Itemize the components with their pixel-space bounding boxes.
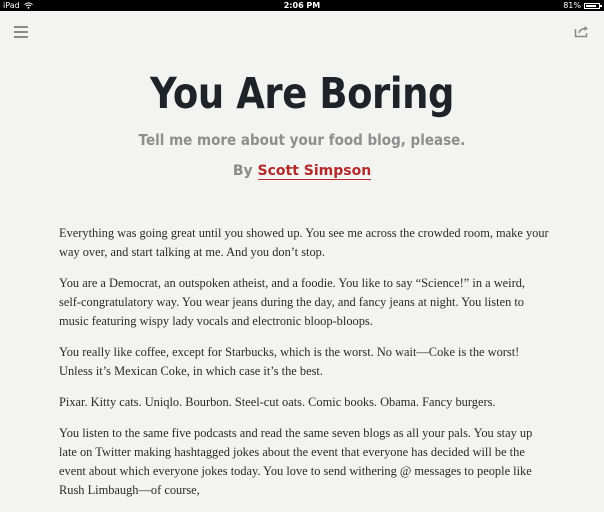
- status-right: [563, 0, 600, 11]
- article-paragraph: Everything was going great until you showed up. You see me across the crowded room, make your way over, and start talking at me. And you don’t stop.: [59, 226, 549, 259]
- article-paragraph: You listen to the same five podcasts and read the same seven blogs as all your pals. You stay up late on Twitter making hashtagged jokes about the event that everyone has decided will be the event about which everyone jokes today. You love to send withering @ messages to people like Rush Limbaugh—of course,: [59, 426, 533, 497]
- article-body: [59, 224, 549, 512]
- menu-button[interactable]: [14, 26, 28, 38]
- share-button[interactable]: [574, 24, 590, 38]
- article-paragraph: Pixar. Kitty cats. Uniqlo. Bourbon. Steel-cut oats. Comic books. Obama. Fancy burgers.: [59, 395, 496, 409]
- battery-percent: 81%: [563, 1, 581, 10]
- article-paragraph: You really like coffee, except for Starbucks, which is the worst. No wait—Coke is the worst! Unless it’s Mexican Coke, in which case it’s the best.: [59, 345, 520, 378]
- status-time: 2:06 PM: [283, 1, 321, 10]
- hamburger-icon-bar: [14, 31, 28, 33]
- share-icon: [574, 24, 590, 38]
- status-bar: [0, 0, 604, 11]
- author-link[interactable]: Scott Simpson: [257, 163, 372, 179]
- battery-icon: [584, 3, 600, 9]
- article-paragraph: You are a Democrat, an outspoken atheist, and a foodie. You like to say “Science!” in a weird, self-congratulatory way. You wear jeans during the day, and fancy jeans at night. You listen to music featuring wispy lady vocals and electronic bloop-bloops.: [59, 276, 526, 328]
- byline: [0, 161, 604, 181]
- carrier-label: iPad: [3, 1, 20, 10]
- article-subtitle: Tell me more about your food blog, please.: [138, 131, 466, 149]
- battery-fill: [586, 5, 596, 7]
- hamburger-icon-bar: [14, 36, 28, 38]
- article-title: You Are Boring: [149, 69, 455, 119]
- hamburger-icon: [14, 26, 28, 28]
- byline-prefix: By: [232, 163, 253, 179]
